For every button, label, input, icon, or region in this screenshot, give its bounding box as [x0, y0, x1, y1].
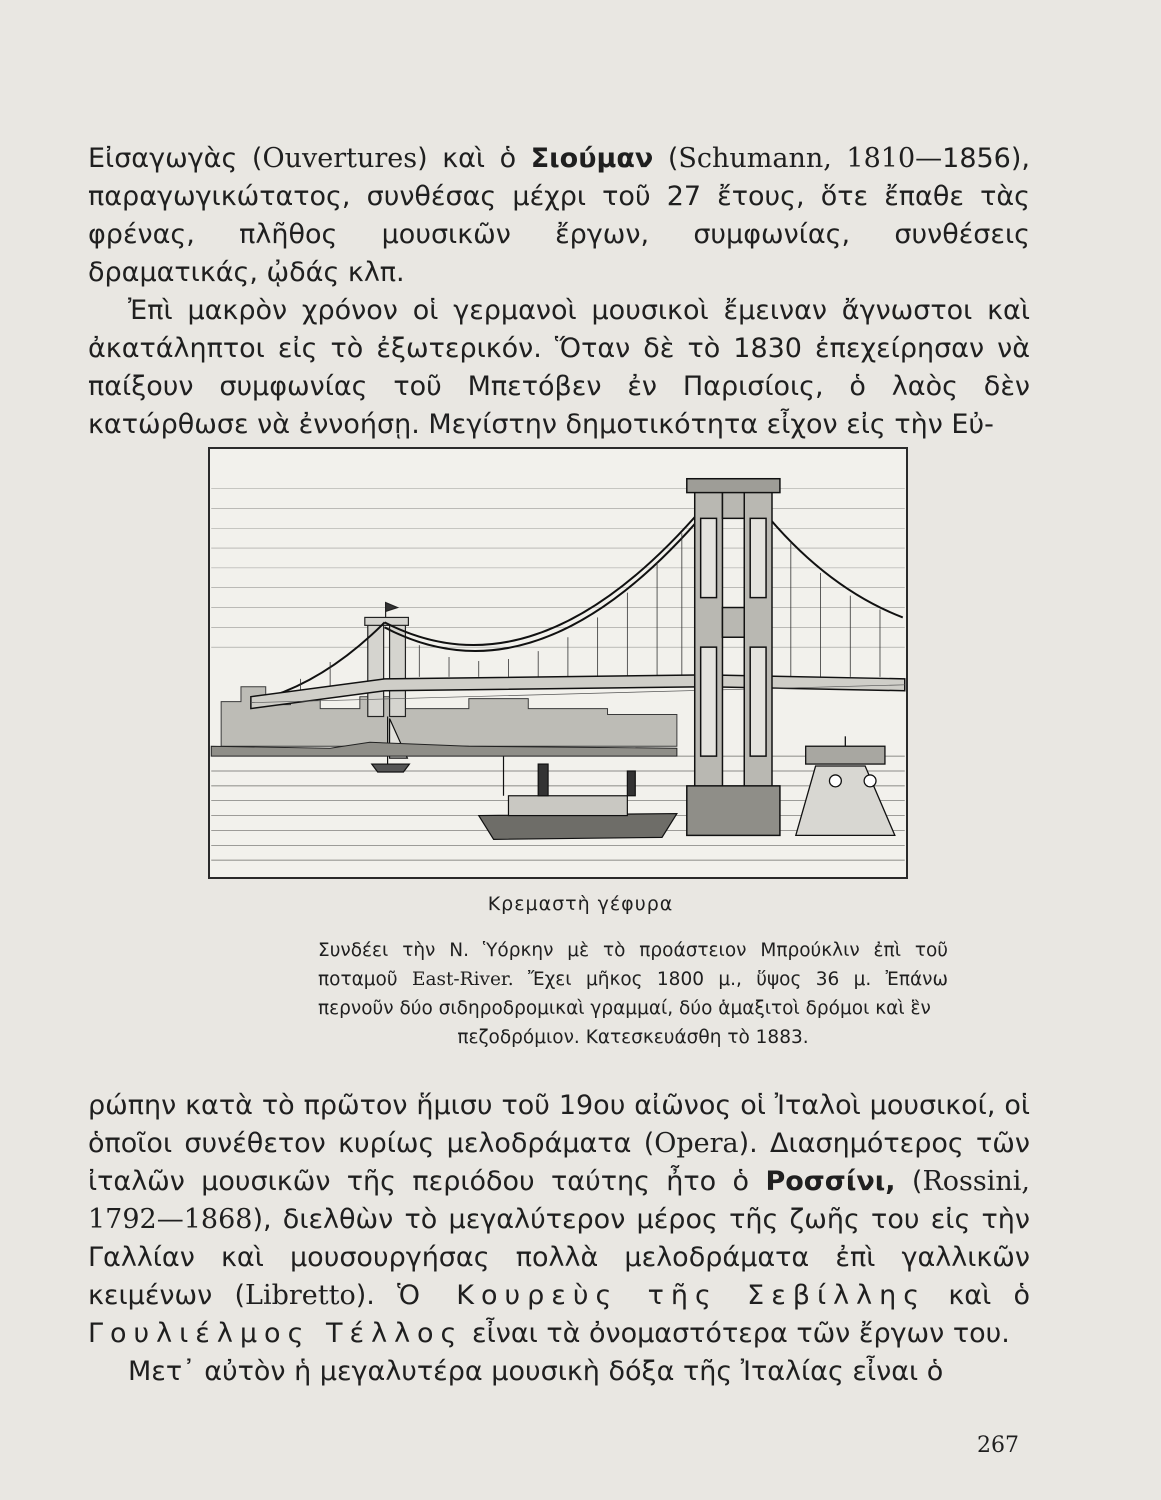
schumann-name-latin: Schumann, 1810— [678, 143, 943, 174]
page-number: 267 [977, 1433, 1019, 1458]
bridge-illustration [208, 447, 908, 879]
paragraph-4: Μετ᾽ αὐτὸν ἡ μεγαλυτέρα μουσικὴ δόξα τῆς Ἰταλίας εἶναι ὁ [128, 1356, 944, 1387]
rossini-name-latin: Rossini, 1792—1868 [88, 1166, 1030, 1235]
figure-title: Κρεμαστὴ γέφυρα [487, 893, 674, 915]
schumann-name-greek: Σιούμαν [530, 143, 654, 174]
ouvertures-term: Ouvertures [262, 143, 418, 174]
p3-text-g: εἶναι τὰ ὀνομαστότερα τῶν ἔργων του. [463, 1318, 1010, 1349]
bridge-drawing [210, 449, 906, 877]
p3-text-d: ), διελθὼν τὸ μεγαλύτερον μέρος τῆς ζωῆς του εἰς τὴν Γαλλίαν καὶ μουσουργήσας πολλὰ μελοδράματα ἐπὶ γαλλικῶν κειμένων ( [88, 1204, 1030, 1311]
paragraph-1 [88, 140, 1030, 292]
p3-text-c: ( [895, 1166, 923, 1197]
p1-text-a: Εἰσαγωγὰς ( [88, 143, 263, 174]
p1-text-b: ) καὶ ὁ [417, 143, 531, 174]
p3-text-f: καὶ ὁ [926, 1280, 1031, 1311]
barber-of-seville-title: Ὁ Κουρεὺς τῆς Σεβίλλης [397, 1280, 927, 1311]
rossini-name-greek: Ροσσίνι, [765, 1166, 896, 1197]
paragraph-2: Ἐπὶ μακρὸν χρόνον οἱ γερμανοὶ μουσικοὶ ἔμειναν ἄγνωστοι καὶ ἀκατάληπτοι εἰς τὸ ἐξωτερικόν. Ὅταν δὲ τὸ 1830 ἐπεχείρησαν νὰ παίξουν συμφωνίας τοῦ Μπετόβεν ἐν Παρισίοις, ὁ λαὸς δὲν κατώρθωσε νὰ ἐννοήσῃ. Μεγίστην δημοτικότητα εἶχον εἰς τὴν Εὐ- [88, 295, 1030, 440]
suspension-cables [271, 503, 903, 696]
caption-text-2: Ἔχει μῆκος 1800 μ., ὕψος 36 μ. Ἐπάνω περνοῦν δύο σιδηροδρομικαὶ γραμμαί, δύο ἁμαξιτοὶ δρόμοι καὶ ἓν [318, 969, 948, 1019]
opera-term: Opera [654, 1128, 739, 1159]
top-text-block [88, 140, 1030, 444]
bridge-deck [251, 675, 905, 709]
east-river-name: East-River. [411, 969, 514, 990]
bottom-text-block [88, 1087, 1030, 1391]
paragraph-3 [88, 1087, 1030, 1353]
steamboat [479, 756, 677, 839]
figure-caption [318, 936, 948, 1052]
p1-text-c: ( [653, 143, 679, 174]
caption-last-line: πεζοδρόμιον. Κατεσκευάσθη τὸ 1883. [457, 1027, 809, 1048]
caption-text-1: Συνδέει τὴν Ν. Ὑόρκην μὲ τὸ προάστειον Μπρούκλιν ἐπὶ τοῦ ποταμοῦ [318, 940, 948, 990]
libretto-term: Libretto [245, 1280, 356, 1311]
near-tower [687, 479, 780, 836]
cable-hangers [300, 533, 880, 692]
sky-hatching [211, 489, 905, 648]
p1-text-d: 1856), παραγωγικώτατος, συνθέσας μέχρι τοῦ 27 ἔτους, ὅτε ἔπαθε τὰς φρένας, πλῆθος μουσικῶν ἔργων, συμφωνίας, συνθέσεις δραματικάς, ᾠδάς κλπ. [88, 143, 1030, 288]
p3-text-b: ). Διασημότερος τῶν ἰταλῶν μουσικῶν τῆς περιόδου ταύτης ἦτο ὁ [88, 1128, 1030, 1197]
william-tell-title: Γουλιέλμος Τέλλος [88, 1318, 464, 1349]
p3-text-a: ρώπην κατὰ τὸ πρῶτον ἥμισυ τοῦ 19ου αἰῶνος οἱ Ἰταλοὶ μουσικοί, οἱ ὁποῖοι συνέθετον κυρίως μελοδράματα ( [88, 1090, 1030, 1159]
p3-text-e: ). [355, 1280, 398, 1311]
